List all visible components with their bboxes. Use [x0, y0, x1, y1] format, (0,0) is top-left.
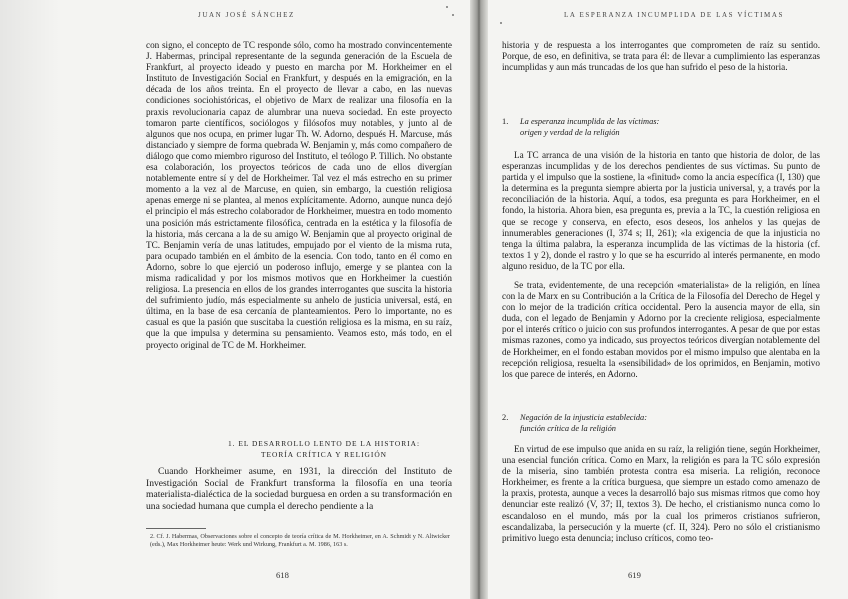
scan-speckle: [446, 6, 448, 8]
left-section-text: Cuando Horkheimer asume, en 1931, la dirección del Instituto de Investigación Social de Frankfurt transforma la filosofía en una teoría materialista-dialéctica de la sociedad burguesa en orden a su transformación en una sociedad humana que cumpla el derecho pendiente a la: [146, 466, 452, 512]
left-main-text: con signo, el concepto de TC responde sólo, como ha mostrado convincentemente J. Habermas, principal representante de la segunda generación de la Escuela de Frankfurt, al proyecto ideado y puesto en marcha por M. Horkheimer en el Instituto de Investigación Social en Frankfurt, y después en la emigración, en la década de los años treinta. En el proyecto de llevar a cabo, en las nuevas condiciones sociohistóricas, el objetivo de Marx de realizar una filosofía en la praxis revolucionaria capaz de alumbrar una nueva sociedad. En este proyecto tomaron parte científicos, sociólogos y filósofos muy notables, y junto al de algunos que nos ocupa, en primer lugar Th. W. Adorno, después H. Marcuse, más distanciado y siempre de forma quebrada W. Benjamin y, más como compañero de diálogo que como miembro riguroso del Instituto, el teólogo P. Tillich. No obstante esa colaboración, los proyectos teóricos de cada uno de ellos divergían notablemente entre sí y del de Horkheimer. Tal vez el más estrecho en su primer momento a la vez al de Marcuse, en quien, sin embargo, la cuestión religiosa apenas emerge ni se plantea, al menos explícitamente. Adorno, aunque nunca dejó el principio el más estrecho colaborador de Horkheimer, muestra en todo momento una posición más estrictamente filosófica, centrada en la estética y la filosofía de la historia, más cercana a la de su amigo W. Benjamin que al proyecto original de TC. Benjamin vería de unas latitudes, empujado por el viento de la misma ruta, para ocupado también en el ámbito de la esencia. Con todo, tanto en él como en Adorno, sobre lo que ejerció un poderoso influjo, emerge y se plantea con la misma radicalidad y por los mismos motivos que en Horkheimer la cuestión religiosa. La presencia en ellos de los grandes interrogantes que suscita la historia del sufrimiento judío, más especialmente su anhelo de justicia universal, está, en última, en la base de esa cercanía de planteamientos. Pero lo importante, no es casual es que la pasión que suscitaba la cuestión religiosa es la misma, en su raíz, que la que impulsa y determina su pensamiento. Veamos esto, más todo, en el proyecto original de TC de M. Horkheimer.: [146, 40, 452, 350]
running-head-right: LA ESPERANZA INCUMPLIDA DE LAS VÍCTIMAS: [564, 11, 784, 19]
right-paragraph-2: Se trata, evidentemente, de una recepción «materialista» de la religión, en línea con la de Marx en su Contribución a la Crítica de la Filosofía del Derecho de Hegel y con lo mejor de la tradición crítica occidental. Pero la ausencia mayor de ella, sin duda, con el legado de Benjamin y Adorno por la creciente religiosa, especialmente por el interés crítico o juicio con sus profundos interrogantes. A pesar de que por estas mismas razones, como ya indicado, sus proyectos teóricos divergían notablemente del de Horkheimer, en el fondo estaban movidos por el mismo impulso que alentaba en la recepción religiosa, resuelta la «sensibilidad» de los oprimidos, en Benjamin, motivo los que parece de interés, en Adorno.: [502, 280, 820, 379]
scan-speckle: [500, 22, 502, 24]
section-heading-negacion: [502, 412, 802, 434]
section-heading-left: 1. EL DESARROLLO LENTO DE LA HISTORIA: TEORÍA CRÍTICA Y RELIGIÓN: [227, 439, 421, 459]
right-top-text: historia y de respuesta a los interrogantes que comprometen de raíz su sentido. Porque, de eso, en definitiva, se trata para él: de llevar a cumplimiento las esperanzas incumplidas y aun más truncadas de los que han sufrido el peso de la historia.: [502, 40, 820, 73]
page-number-left: 618: [276, 570, 289, 580]
section-number: 1.: [502, 117, 509, 126]
book-gutter: [470, 0, 488, 599]
right-paragraph-3: En virtud de ese impulso que anida en su raíz, la religión tiene, según Horkheimer, una esencial función crítica. Como en Marx, la religión es para la TC sólo expresión de la miseria, sino también protesta contra esa miseria. La religión, reconoce Horkheimer, es frente a la crítica burguesa, que siempre un estado como amenazo de la praxis, protesta, aunque a veces la desarrolló bajo sus mismas ritmos que como hoy denunciar este realizó (V, 37; II, textos 3). De hecho, el cristianismo nunca como lo escandaloso en el mundo, más por la cual los primeros cristianos sufrieron, escandalizaba, la persecución y la muerte (cf. II, 324). Pero no sólo el cristianismo primitivo luego esta denuncia; incluso críticos, como teo-: [502, 444, 820, 543]
page-edge-shadow: [0, 0, 60, 599]
section-title-line1: La esperanza incumplida de las víctimas:: [520, 117, 660, 126]
section-heading-esperanza: [502, 116, 802, 138]
footnote: 2. Cf. J. Habermas, Observaciones sobre el concepto de teoría crítica de M. Horkheimer, en A. Schmidt y N. Altwicker (eds.), Max Horkheimer heute: Werk und Wirkung, Frankfurt a. M. 1986, 163 s.: [150, 533, 450, 548]
right-page: [478, 0, 848, 599]
section-title-line2: función crítica de la religión: [520, 424, 616, 433]
section-title-line1: Negación de la injusticia establecida:: [520, 413, 647, 422]
page-number-right: 619: [628, 570, 641, 580]
section-number: 2.: [502, 413, 509, 422]
section-title-line2: origen y verdad de la religión: [520, 128, 620, 137]
scan-speckle: [452, 14, 454, 16]
footnote-rule: [146, 528, 206, 529]
running-head-left: JUAN JOSÉ SÁNCHEZ: [198, 11, 295, 19]
right-paragraph-1: La TC arranca de una visión de la historia en tanto que historia de dolor, de las esperanzas incumplidas y de los derechos pendientes de sus víctimas. Su punto de partida y el impulso que la sostiene, la «finitud» como la ancia específica (I, 130) que la determina es la pregunta siempre abierta por la justicia universal, y, a través por la reconciliación de la historia. Aquí, a todos, esa pregunta es para Horkheimer, en el fondo, la historia. Ahora bien, esa pregunta es, previa a la TC, la cuestión religiosa en que se recoge y conserva, en efecto, esos deseos, los anhelos y las quejas de innumerables generaciones (I, 374 s; II, 261); «la exigencia de que la injusticia no tenga la última palabra, la esperanza incumplida de las víctimas de la historia (cf. textos 1 y 2), donde el rastro y lo que se ha escurrido al interés permanente, en modo alguno residuo, de la TC por ella.: [502, 150, 820, 271]
